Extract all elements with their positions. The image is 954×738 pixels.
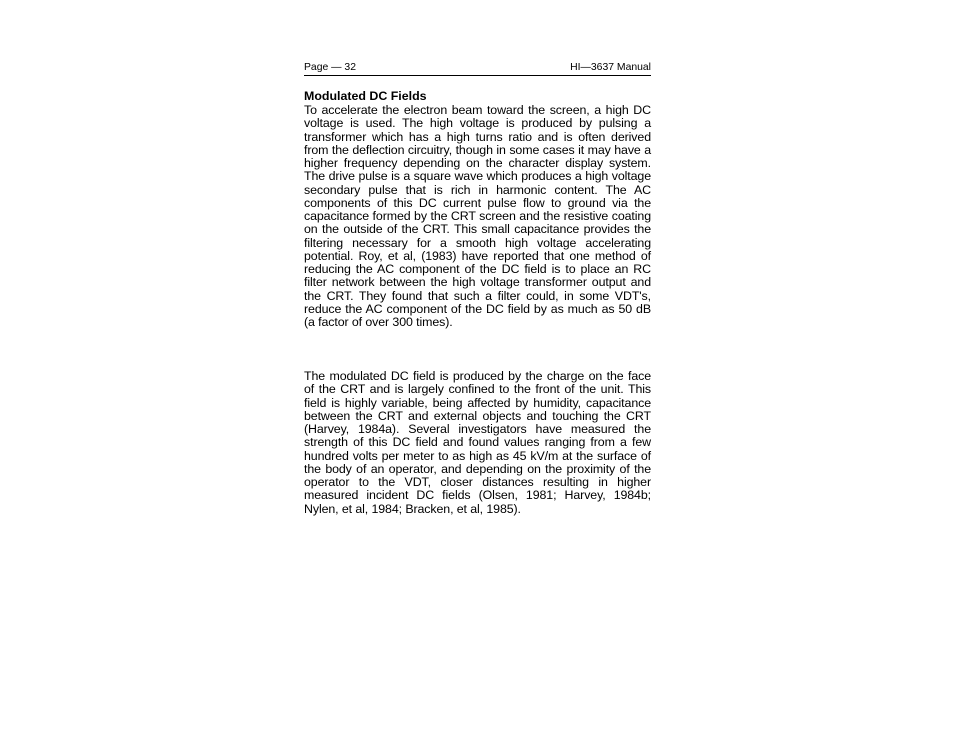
manual-page [304,0,651,738]
section-heading: Modulated DC Fields [304,89,427,103]
body-paragraph: To accelerate the electron beam toward the screen, a high DC voltage is used. The high voltage is produced by pulsing a transformer which has a high turns ratio and is often derived from the deflection circuitry, though in some cases it may have a higher frequency depending on the character display system. The drive pulse is a square wave which produces a high voltage secondary pulse that is rich in harmonic content. The AC components of this DC current pulse flow to ground via the capacitance formed by the CRT screen and the resistive coating on the outside of the CRT. This small capacitance provides the filtering necessary for a smooth high voltage accelerating potential. Roy, et al, (1983) have reported that one method of reducing the AC component of the DC field is to place an RC filter network between the high voltage transformer output and the CRT. They found that such a filter could, in some VDT's, reduce the AC component of the DC field by as much as 50 dB (a factor of over 300 times). [304,103,651,329]
page-number: Page — 32 [304,62,356,73]
manual-title: HI—3637 Manual [570,62,651,73]
page-header [304,61,651,76]
body-paragraph: The modulated DC field is produced by the charge on the face of the CRT and is largely confined to the front of the unit. This field is highly variable, being affected by humidity, capacitance between the CRT and external objects and touching the CRT (Harvey, 1984a). Several investigators have measured the strength of this DC field and found values ranging from a few hundred volts per meter to as high as 45 kV/m at the surface of the body of an operator, and depending on the proximity of the operator to the VDT, closer distances resulting in higher measured incident DC fields (Olsen, 1981; Harvey, 1984b; Nylen, et al, 1984; Bracken, et al, 1985). [304,369,651,516]
